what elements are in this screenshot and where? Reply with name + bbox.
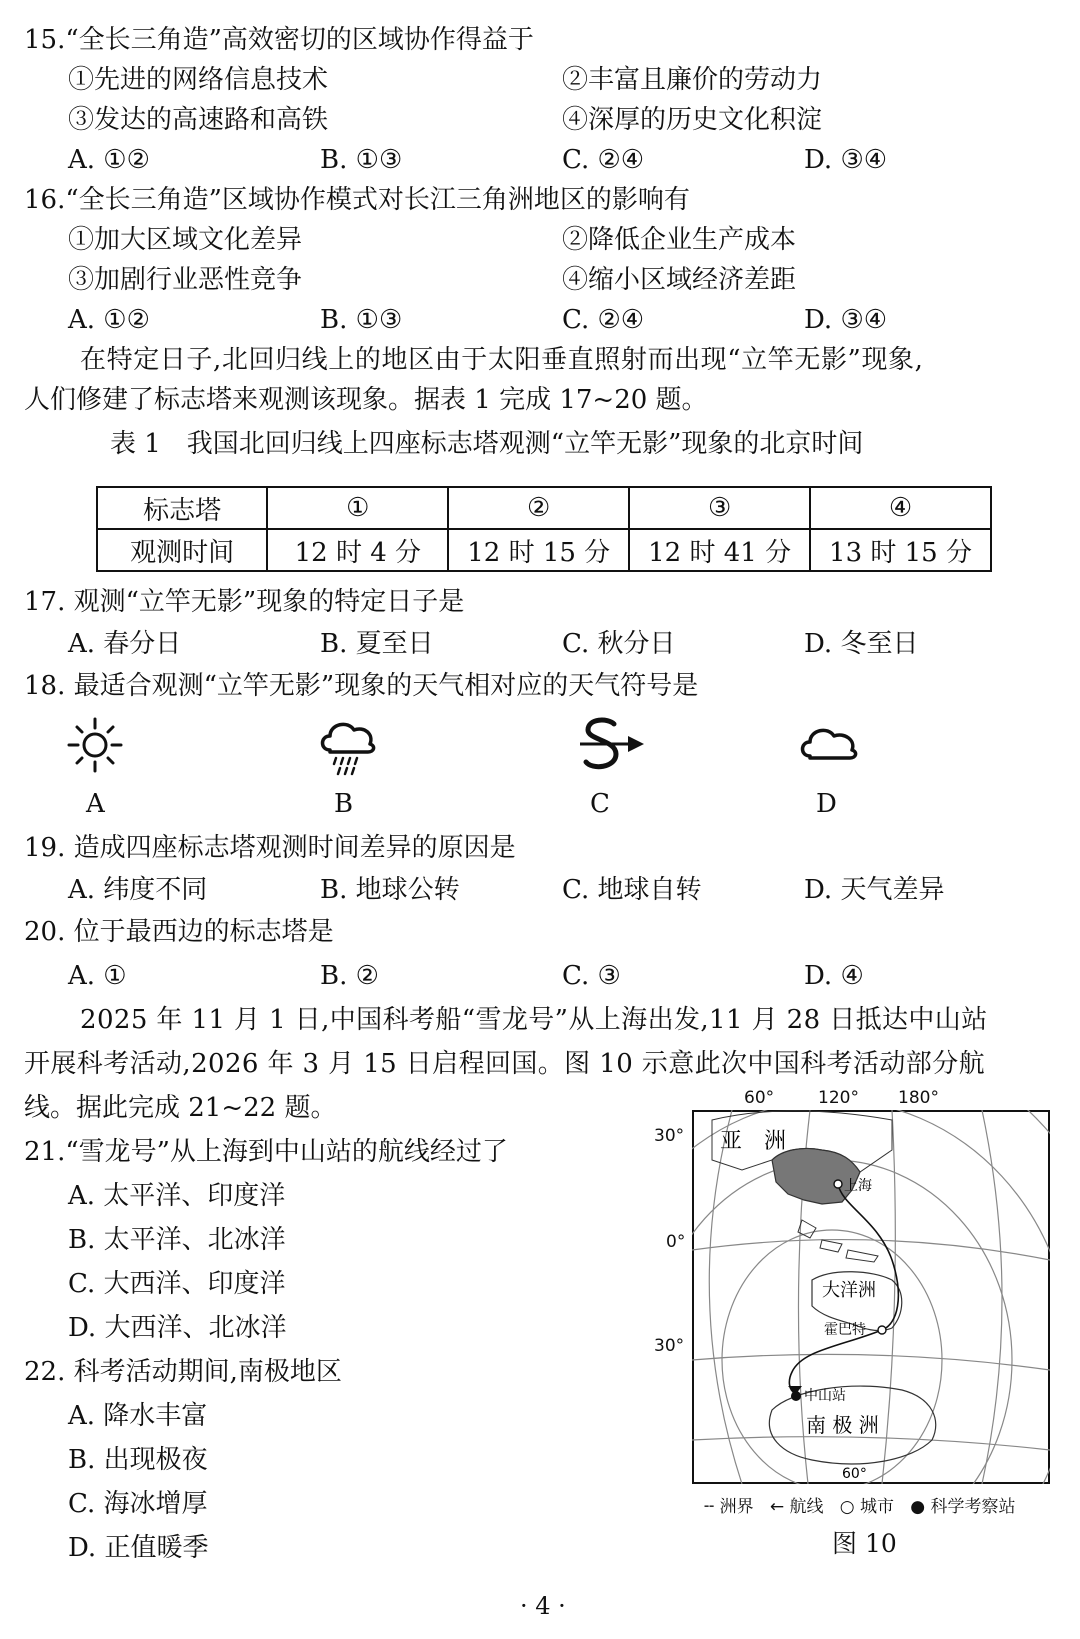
q16-option-d[interactable]: D. ③④ <box>804 305 888 335</box>
table1-cell: 12 时 4 分 <box>267 529 448 571</box>
map-label-antarctica: 南 极 洲 <box>806 1413 879 1437</box>
q17-stem: 17. 观测“立竿无影”现象的特定日子是 <box>24 587 465 617</box>
q15-option-b[interactable]: B. ①③ <box>320 145 403 175</box>
q17-option-d[interactable]: D. 冬至日 <box>804 629 919 659</box>
q18-label-a: A <box>86 789 105 819</box>
q18-label-c: C <box>590 789 610 819</box>
table1-cell: ④ <box>810 487 991 529</box>
q21-stem: 21.“雪龙号”从上海到中山站的航线经过了 <box>24 1137 508 1167</box>
route-arrow-icon: ← <box>769 1497 785 1517</box>
q15-item-1: ①先进的网络信息技术 <box>68 65 329 95</box>
intro2-line1: 2025 年 11 月 1 日,中国科考船“雪龙号”从上海出发,11 月 28 日抵达中山站 <box>80 1005 988 1035</box>
q15-option-c[interactable]: C. ②④ <box>562 145 645 175</box>
q22-option-d[interactable]: D. 正值暖季 <box>68 1533 209 1563</box>
q16-item-2: ②降低企业生产成本 <box>562 225 797 255</box>
q15-item-3: ③发达的高速路和高铁 <box>68 105 329 135</box>
map-lat-30n: 30° <box>654 1126 685 1146</box>
table1 <box>96 486 992 572</box>
table1-cell: 12 时 41 分 <box>629 529 810 571</box>
map-label-zhongshan: 中山站 <box>804 1388 846 1404</box>
q20-option-c[interactable]: C. ③ <box>562 961 621 991</box>
q22-option-b[interactable]: B. 出现极夜 <box>68 1445 208 1475</box>
legend-boundary: 洲界 <box>719 1497 754 1517</box>
q15-item-2: ②丰富且廉价的劳动力 <box>562 65 823 95</box>
q16-item-1: ①加大区域文化差异 <box>68 225 303 255</box>
table1-row-times <box>97 529 991 571</box>
q22-stem: 22. 科考活动期间,南极地区 <box>24 1357 342 1387</box>
sun-icon[interactable] <box>66 716 124 774</box>
intro2-line3: 线。据此完成 21~22 题。 <box>24 1093 337 1123</box>
q20-option-b[interactable]: B. ② <box>320 961 379 991</box>
figure-caption: 图 10 <box>832 1529 897 1558</box>
page-number: · 4 · <box>520 1592 566 1620</box>
table1-cell: 12 时 15 分 <box>448 529 629 571</box>
q18-stem: 18. 最适合观测“立竿无影”现象的天气相对应的天气符号是 <box>24 671 699 701</box>
q15-option-d[interactable]: D. ③④ <box>804 145 888 175</box>
table1-cell: ① <box>267 487 448 529</box>
map-label-oceania: 大洋洲 <box>822 1280 876 1301</box>
cloud-icon[interactable] <box>798 720 860 762</box>
q21-option-d[interactable]: D. 大西洋、北冰洋 <box>68 1313 287 1343</box>
q16-item-4: ④缩小区域经济差距 <box>562 265 797 295</box>
q16-option-a[interactable]: A. ①② <box>68 305 150 335</box>
map-label-asia: 亚 洲 <box>720 1129 787 1154</box>
table1-cell: 标志塔 <box>97 487 267 529</box>
q19-stem: 19. 造成四座标志塔观测时间差异的原因是 <box>24 833 516 863</box>
q16-option-b[interactable]: B. ①③ <box>320 305 403 335</box>
q16-option-c[interactable]: C. ②④ <box>562 305 645 335</box>
continent-boundary-icon: ╌ <box>704 1497 715 1517</box>
q18-label-d: D <box>816 789 837 819</box>
intro2-line2: 开展科考活动,2026 年 3 月 15 日启程回国。图 10 示意此次中国科考活动部分航 <box>24 1049 985 1079</box>
map-lat-bottom: 60° <box>842 1466 867 1482</box>
q22-option-a[interactable]: A. 降水丰富 <box>68 1401 208 1431</box>
q19-option-d[interactable]: D. 天气差异 <box>804 875 945 905</box>
intro1-line2: 人们修建了标志塔来观测该现象。据表 1 完成 17~20 题。 <box>24 385 708 415</box>
table1-caption: 表 1 我国北回归线上四座标志塔观测“立竿无影”现象的北京时间 <box>110 429 864 459</box>
q16-item-3: ③加剧行业恶性竞争 <box>68 265 303 295</box>
q22-option-c[interactable]: C. 海冰增厚 <box>68 1489 208 1519</box>
table1-cell: ② <box>448 487 629 529</box>
q15-item-4: ④深厚的历史文化积淀 <box>562 105 823 135</box>
q20-option-d[interactable]: D. ④ <box>804 961 864 991</box>
city-icon: ○ <box>839 1497 855 1517</box>
zhongshan-marker[interactable] <box>791 1391 801 1401</box>
table1-cell: 观测时间 <box>97 529 267 571</box>
map-lat-0: 0° <box>666 1232 686 1252</box>
q15-option-a[interactable]: A. ①② <box>68 145 150 175</box>
q20-stem: 20. 位于最西边的标志塔是 <box>24 917 334 947</box>
q16-stem: 16.“全长三角造”区域协作模式对长江三角洲地区的影响有 <box>24 185 690 215</box>
q17-option-c[interactable]: C. 秋分日 <box>562 629 676 659</box>
rain-cloud-icon[interactable] <box>316 716 380 780</box>
q20-option-a[interactable]: A. ① <box>68 961 127 991</box>
map-lon-180: 180° <box>898 1088 939 1108</box>
q21-option-a[interactable]: A. 太平洋、印度洋 <box>68 1181 286 1211</box>
table1-row-header <box>97 487 991 529</box>
q21-option-b[interactable]: B. 太平洋、北冰洋 <box>68 1225 286 1255</box>
map-label-hobart: 霍巴特 <box>824 1322 866 1338</box>
route-map <box>692 1110 1050 1484</box>
q19-option-b[interactable]: B. 地球公转 <box>320 875 460 905</box>
shanghai-marker[interactable] <box>834 1180 842 1188</box>
map-lon-60: 60° <box>744 1088 775 1108</box>
q15-stem: 15.“全长三角造”高效密切的区域协作得益于 <box>24 25 534 55</box>
q17-option-a[interactable]: A. 春分日 <box>68 629 182 659</box>
q21-option-c[interactable]: C. 大西洋、印度洋 <box>68 1269 286 1299</box>
legend-station: 科学考察站 <box>930 1497 1016 1517</box>
station-icon: ● <box>910 1497 926 1517</box>
hobart-marker[interactable] <box>878 1326 886 1334</box>
map-label-shanghai: 上海 <box>844 1178 872 1194</box>
q17-option-b[interactable]: B. 夏至日 <box>320 629 434 659</box>
intro1-line1: 在特定日子,北回归线上的地区由于太阳垂直照射而出现“立竿无影”现象, <box>80 345 924 375</box>
typhoon-icon[interactable] <box>572 714 648 778</box>
q19-option-a[interactable]: A. 纬度不同 <box>68 875 208 905</box>
q18-label-b: B <box>334 789 354 819</box>
legend-city: 城市 <box>860 1497 894 1517</box>
q19-option-c[interactable]: C. 地球自转 <box>562 875 702 905</box>
map-legend <box>704 1492 1015 1517</box>
legend-route: 航线 <box>789 1497 824 1517</box>
map-lon-120: 120° <box>818 1088 859 1108</box>
map-lat-30s: 30° <box>654 1336 685 1356</box>
table1-cell: 13 时 15 分 <box>810 529 991 571</box>
table1-cell: ③ <box>629 487 810 529</box>
